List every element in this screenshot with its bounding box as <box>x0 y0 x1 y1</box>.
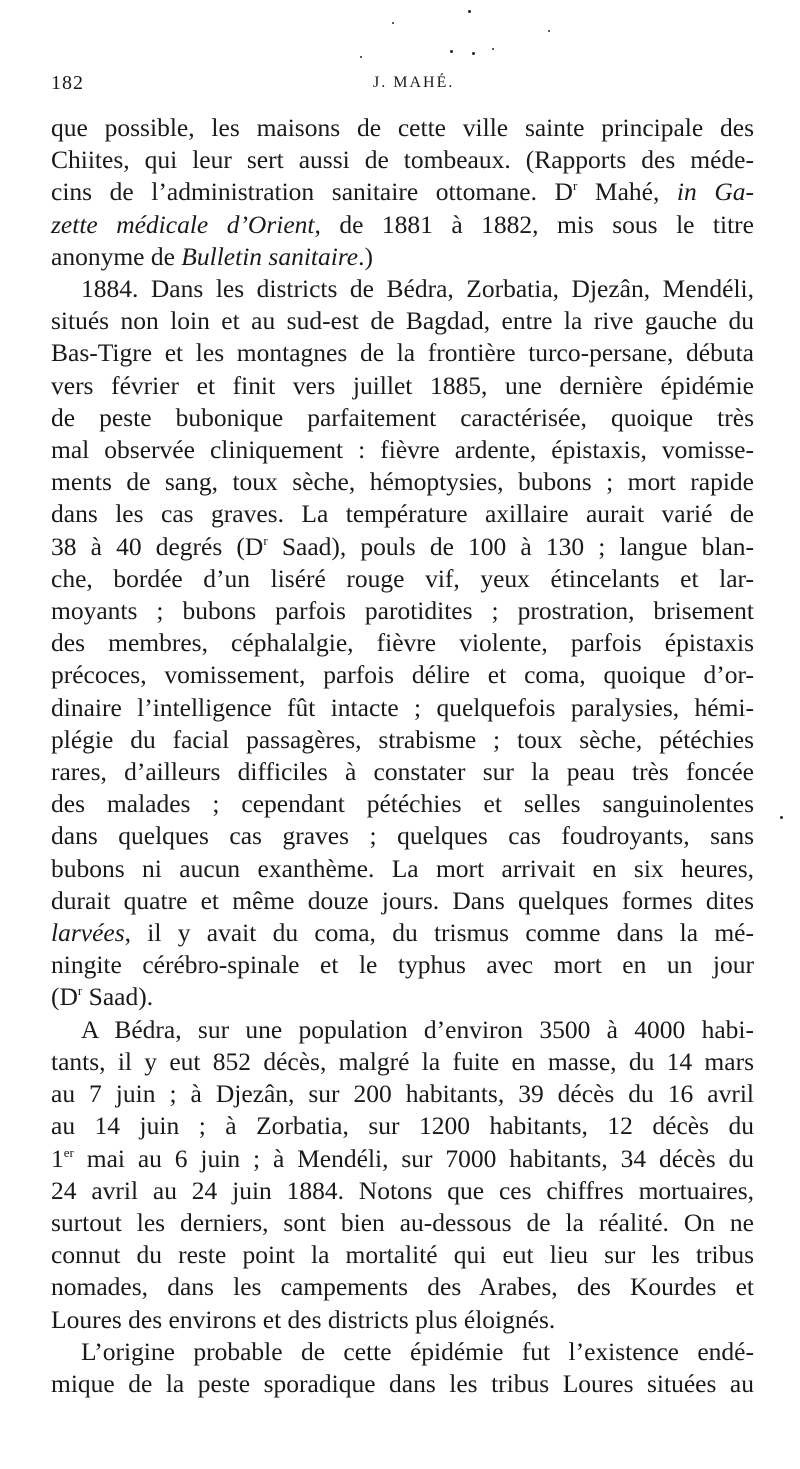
text-run: Chiites, qui leur sert aussi de tombeaux. (Rapports des méde- <box>51 145 754 175</box>
text-line <box>51 434 754 466</box>
text-run: au 14 juin ; à Zorbatia, sur 1200 habitants, 12 décès du <box>51 1111 754 1141</box>
text-line <box>51 820 754 852</box>
text-run: connut du reste point la mortalité qui eut lieu sur les tribus <box>51 1240 754 1270</box>
text-line <box>51 1304 754 1336</box>
text-run: dinaire l’intelligence fût intacte ; quelquefois paralysies, hémi- <box>51 692 754 722</box>
text-run: ningite cérébro-spinale et le typhus avec mort en un jour <box>51 950 754 980</box>
text-line <box>51 1175 754 1207</box>
text-line <box>51 1143 754 1175</box>
text-line <box>51 917 754 949</box>
text-line <box>51 1110 754 1142</box>
superscript: r <box>263 532 268 548</box>
superscript: r <box>572 178 578 194</box>
text-run: , de 1881 à 1882, mis sous le titre <box>314 209 754 239</box>
text-run: plégie du facial passagères, strabisme ; toux sèche, pétéchies <box>51 724 754 754</box>
text-run: Mahé, <box>577 177 677 207</box>
text-line <box>51 1207 754 1239</box>
superscript: er <box>63 1144 74 1160</box>
text-line <box>51 659 754 691</box>
text-run: bubons ni aucun exanthème. La mort arrivait en six heures, <box>51 853 754 883</box>
text-run: durait quatre et même douze jours. Dans quelques formes dites <box>51 885 754 915</box>
text-line <box>51 595 754 627</box>
text-run: 24 avril au 24 juin 1884. Notons que ces chiffres mortuaires, <box>51 1175 754 1205</box>
text-line <box>51 885 754 917</box>
text-line <box>51 402 754 434</box>
text-line <box>51 112 754 144</box>
text-run: surtout les derniers, sont bien au-dessous de la réalité. On ne <box>51 1207 754 1237</box>
text-line <box>51 176 754 208</box>
text-run: anonyme de <box>51 241 182 271</box>
italic-text: in Ga- <box>676 177 754 207</box>
text-run: vers février et finit vers juillet 1885, une dernière épidémie <box>51 370 754 400</box>
text-run: Bas-Tigre et les montagnes de la frontière turco-persane, débuta <box>51 338 754 368</box>
scan-speck <box>548 30 550 32</box>
text-run: (D <box>51 982 78 1012</box>
text-run: situés non loin et au sud-est de Bagdad, entre la rive gauche du <box>51 306 754 336</box>
text-line <box>51 305 754 337</box>
text-line <box>51 756 754 788</box>
text-line <box>51 144 754 176</box>
page-number: 182 <box>51 72 84 94</box>
text-line <box>51 498 754 530</box>
page-header <box>51 72 751 102</box>
text-line <box>51 209 754 241</box>
text-run: 1 <box>51 1143 64 1173</box>
scan-speck <box>360 56 362 58</box>
italic-text: Bulletin sanitaire <box>181 241 359 271</box>
text-run: .) <box>358 241 374 271</box>
text-run: Saad), pouls de 100 à 130 ; langue blan- <box>267 531 755 561</box>
superscript: r <box>77 983 83 999</box>
text-run: des malades ; cependant pétéchies et selles sanguinolentes <box>51 789 754 819</box>
text-run: che, bordée d’un liséré rouge vif, yeux étincelants et lar- <box>51 563 754 593</box>
text-line <box>51 981 754 1013</box>
text-run: nomades, dans les campements des Arabes, des Kourdes et <box>51 1272 754 1302</box>
text-run: tants, il y eut 852 décès, malgré la fuite en masse, du 14 mars <box>51 1046 754 1076</box>
scan-speck <box>392 22 394 24</box>
text-run: dans les cas graves. La température axillaire aurait varié de <box>51 499 754 529</box>
scan-speck <box>780 816 783 819</box>
text-run: précoces, vomissement, parfois délire et coma, quoique d’or- <box>51 660 754 690</box>
text-run: dans quelques cas graves ; quelques cas foudroyants, sans <box>51 821 754 851</box>
text-line <box>51 627 754 659</box>
text-line <box>51 1014 754 1046</box>
text-line <box>51 1368 754 1400</box>
text-line <box>51 724 754 756</box>
text-line <box>51 949 754 981</box>
text-line <box>51 563 754 595</box>
text-run: Saad). <box>82 982 154 1012</box>
text-run: au 7 juin ; à Djezân, sur 200 habitants, 39 décès du 16 avril <box>51 1079 754 1109</box>
text-line <box>51 273 754 305</box>
text-line <box>51 1271 754 1303</box>
text-line <box>51 531 754 563</box>
scan-speck <box>492 48 494 50</box>
text-run: mai au 6 juin ; à Mendéli, sur 7000 habitants, 34 décès du <box>73 1143 754 1173</box>
text-line <box>51 692 754 724</box>
text-line <box>51 1046 754 1078</box>
text-run: ments de sang, toux sèche, hémoptysies, bubons ; mort rapide <box>51 467 754 497</box>
text-line <box>51 466 754 498</box>
text-run: 38 à 40 degrés (D <box>51 531 264 561</box>
scan-speck <box>468 10 471 13</box>
text-run: Loures des environs et des districts plus éloignés. <box>51 1304 556 1334</box>
text-line <box>51 1078 754 1110</box>
text-run: rares, d’ailleurs difficiles à constater sur la peau très foncée <box>51 757 754 787</box>
text-line <box>51 337 754 369</box>
text-run: que possible, les maisons de cette ville sainte principale des <box>51 113 754 142</box>
text-run: 1884. Dans les districts de Bédra, Zorbatia, Djezân, Mendéli, <box>81 274 754 304</box>
text-line <box>51 788 754 820</box>
text-line <box>51 241 754 273</box>
text-run: mique de la peste sporadique dans les tribus Loures situées au <box>51 1368 754 1398</box>
text-run: mal observée cliniquement : fièvre ardente, épistaxis, vomisse- <box>51 435 754 465</box>
text-run: L’origine probable de cette épidémie fut l’existence endé- <box>81 1336 754 1366</box>
body-text <box>51 112 754 1400</box>
text-run: cins de l’administration sanitaire ottomane. D <box>51 177 573 207</box>
text-line <box>51 1336 754 1368</box>
scan-speck <box>450 50 453 53</box>
italic-text: larvées <box>51 918 125 948</box>
text-line <box>51 370 754 402</box>
scan-speck <box>472 52 475 55</box>
text-run: moyants ; bubons parfois parotidites ; prostration, brisement <box>51 596 754 626</box>
running-head: J. MAHÉ. <box>373 74 455 91</box>
text-line <box>51 853 754 885</box>
text-run: , il y avait du coma, du trismus comme dans la mé- <box>124 918 754 948</box>
text-line <box>51 1239 754 1271</box>
text-run: de peste bubonique parfaitement caractérisée, quoique très <box>51 402 754 432</box>
text-run: A Bédra, sur une population d’environ 3500 à 4000 habi- <box>81 1014 754 1044</box>
text-run: des membres, céphalalgie, fièvre violente, parfois épistaxis <box>51 628 754 658</box>
italic-text: zette médicale d’Orient <box>51 209 315 239</box>
